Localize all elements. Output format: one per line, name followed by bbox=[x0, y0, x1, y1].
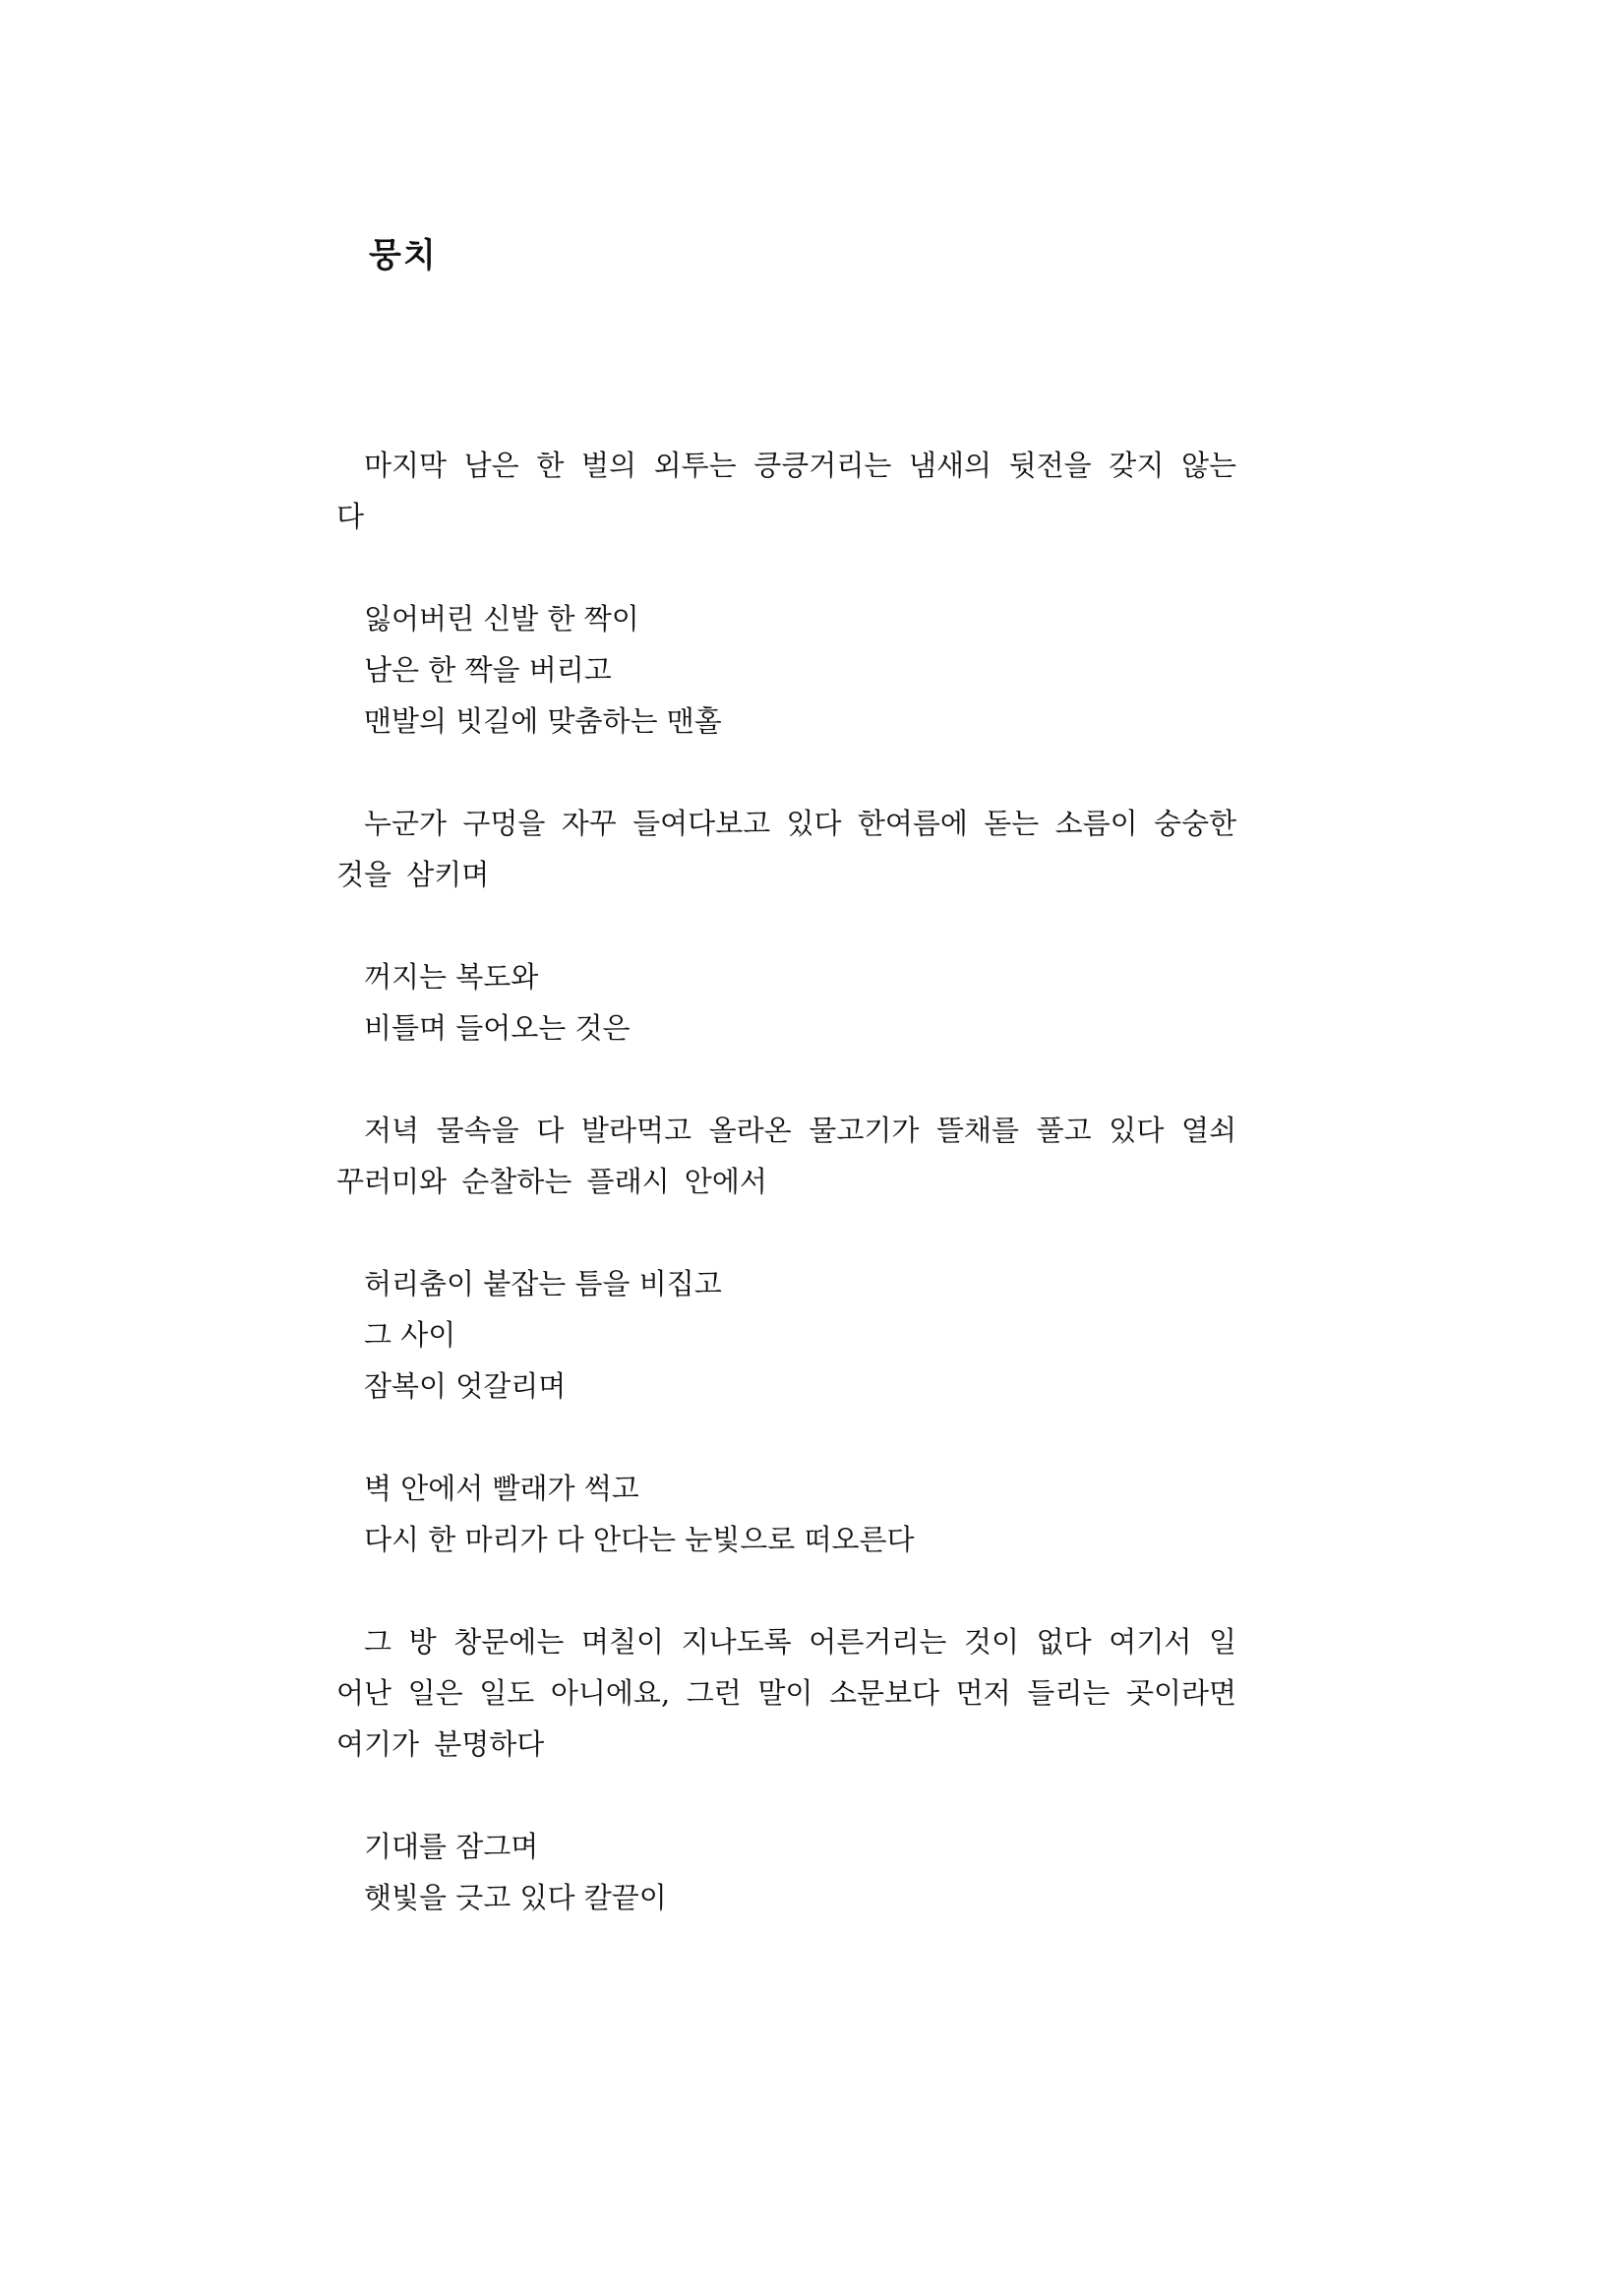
stanza-6-line-1: 허리춤이 붙잡는 틈을 비집고 bbox=[364, 1267, 722, 1300]
poem-body bbox=[336, 440, 1236, 1923]
stanza-9 bbox=[336, 1821, 1236, 1923]
stanza-5-text: 저녁 물속을 다 발라먹고 올라온 물고기가 뜰채를 풀고 있다 열쇠 꾸러미와 순찰하는 플래시 안에서 bbox=[336, 1114, 1236, 1198]
stanza-6-line-2: 그 사이 bbox=[364, 1318, 456, 1352]
stanza-5 bbox=[336, 1105, 1236, 1207]
stanza-7-line-2: 다시 한 마리가 다 안다는 눈빛으로 떠오른다 bbox=[364, 1523, 915, 1556]
stanza-6 bbox=[336, 1258, 1236, 1412]
stanza-4 bbox=[336, 951, 1236, 1054]
stanza-2 bbox=[336, 593, 1236, 747]
stanza-2-line-1: 잃어버린 신발 한 짝이 bbox=[364, 602, 639, 635]
stanza-4-line-2: 비틀며 들어오는 것은 bbox=[364, 1011, 631, 1045]
stanza-3-text: 누군가 구멍을 자꾸 들여다보고 있다 한여름에 돋는 소름이 숭숭한 것을 삼키며 bbox=[336, 807, 1236, 891]
stanza-2-line-2: 남은 한 짝을 버리고 bbox=[364, 653, 612, 687]
poem-title: 뭉치 bbox=[369, 236, 438, 275]
stanza-9-line-2: 햇빛을 긋고 있다 칼끝이 bbox=[364, 1881, 667, 1914]
stanza-1-text: 마지막 남은 한 벌의 외투는 킁킁거리는 냄새의 뒷전을 갖지 않는다 bbox=[336, 449, 1236, 533]
stanza-3 bbox=[336, 798, 1236, 900]
stanza-8-text: 그 방 창문에는 며칠이 지나도록 어른거리는 것이 없다 여기서 일어난 일은 일도 아니에요, 그런 말이 소문보다 먼저 들리는 곳이라면 여기가 분명하다 bbox=[336, 1625, 1236, 1761]
stanza-6-line-3: 잠복이 엇갈리며 bbox=[364, 1369, 567, 1403]
stanza-8 bbox=[336, 1616, 1236, 1770]
stanza-7 bbox=[336, 1463, 1236, 1565]
stanza-9-line-1: 기대를 잠그며 bbox=[364, 1830, 539, 1863]
stanza-7-line-1: 벽 안에서 빨래가 썩고 bbox=[364, 1472, 639, 1505]
stanza-2-line-3: 맨발의 빗길에 맞춤하는 맨홀 bbox=[364, 704, 722, 738]
stanza-1 bbox=[336, 440, 1236, 542]
stanza-4-line-1: 꺼지는 복도와 bbox=[364, 960, 539, 994]
